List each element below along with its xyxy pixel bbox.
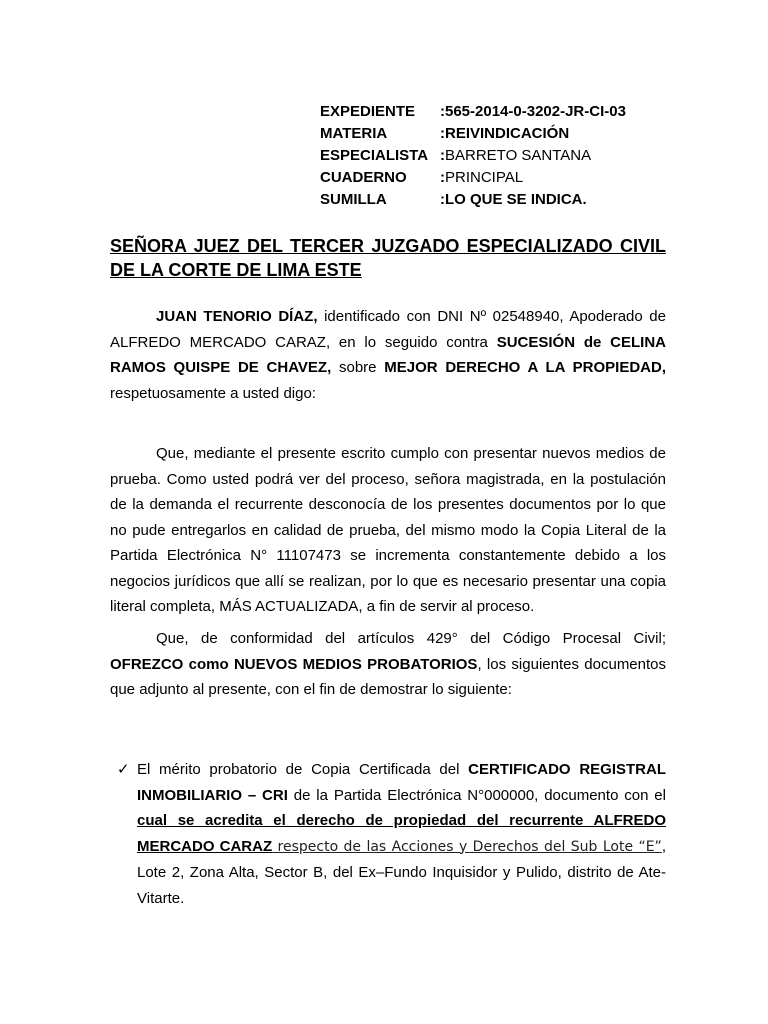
case-separator: :: [440, 169, 445, 186]
case-label: MATERIA: [320, 125, 388, 142]
case-label: CUADERNO: [320, 169, 407, 186]
case-row-materia: [320, 123, 626, 145]
case-separator: :: [440, 147, 445, 164]
case-value: REIVINDICACIÓN: [445, 125, 570, 142]
case-row-especialista: [320, 145, 626, 167]
case-label: EXPEDIENTE: [320, 103, 416, 120]
applicant-name: JUAN TENORIO DÍAZ,: [156, 308, 318, 325]
shares-rights-text: respecto de las Acciones y Derechos del Sub Lote “E”: [272, 838, 662, 855]
evidence-list-item: [117, 757, 666, 911]
intro-text-1: identificado con DNI Nº 02548940, Apoderado de ALFREDO MERCADO CARAZ, en lo seguido contra: [110, 308, 666, 351]
case-row-sumilla: [320, 189, 626, 211]
item-text-2: de la Partida Electrónica N°000000, documento con el: [287, 786, 666, 804]
case-row-expediente: [320, 101, 626, 123]
case-separator: :: [440, 125, 445, 142]
case-value: BARRETO SANTANA: [445, 147, 592, 164]
addressee-heading: [110, 234, 666, 282]
checkmark-icon: ✓: [117, 760, 130, 778]
certificate-title: CERTIFICADO REGISTRAL INMOBILIARIO – CRI: [137, 761, 666, 804]
evidence-item-text: [137, 757, 666, 911]
ownership-statement: cual se acredita el derecho de propiedad del recurrente ALFREDO MERCADO CARAZ: [137, 812, 666, 855]
case-value: PRINCIPAL: [445, 169, 524, 186]
addressee-line-1: SEÑORA JUEZ DEL TERCER JUZGADO ESPECIALIZADO CIVIL: [110, 236, 666, 256]
paragraph-1-text: Que, mediante el presente escrito cumplo con presentar nuevos medios de prueba. Como usted podrá ver del proceso, señora magistrada, en la postulación de la demanda el recurrente desconocía de los presentes documentos por lo que no pude entregarlos en calidad de prueba, del mismo modo la Copia Literal de la Partida Electrónica N° 11107473 se incrementa constantemente debido a los negocios jurídicos que allí se realizan, por lo que es necesario presentar una copia literal completa, MÁS ACTUALIZADA, a fin de servir al proceso.: [110, 445, 666, 615]
case-separator: :: [440, 103, 445, 120]
item-text-3: , Lote 2, Zona Alta, Sector B, del Ex–Fundo Inquisidor y Pulido, distrito de Ate-Vitarte.: [137, 837, 666, 907]
addressee-line-2: DE LA CORTE DE LIMA ESTE: [110, 260, 362, 280]
item-text-1: El mérito probatorio de Copia Certificada del: [137, 761, 469, 778]
case-separator: :: [440, 191, 445, 208]
case-value: 565-2014-0-3202-JR-CI-03: [445, 103, 626, 120]
intro-text-2: sobre: [331, 359, 385, 376]
opposing-party: SUCESIÓN de CELINA RAMOS QUISPE DE CHAVEZ,: [110, 333, 666, 376]
case-label: ESPECIALISTA: [320, 147, 429, 164]
evidence-offer: OFREZCO como NUEVOS MEDIOS PROBATORIOS: [110, 655, 478, 673]
case-row-cuaderno: [320, 167, 626, 189]
paragraph-2-text-1: Que, de conformidad del artículos 429° del Código Procesal Civil;: [156, 630, 666, 647]
body-paragraph-2: [110, 626, 666, 703]
case-info-block: [320, 101, 626, 211]
paragraph-2-text-2: , los siguientes documentos que adjunto al presente, con el fin de demostrar lo siguiente:: [110, 655, 667, 698]
body-paragraph-1: [110, 441, 666, 620]
intro-text-3: respetuosamente a usted digo:: [110, 384, 316, 402]
case-label: SUMILLA: [320, 191, 387, 208]
intro-paragraph: [110, 304, 666, 406]
case-matter: MEJOR DERECHO A LA PROPIEDAD,: [384, 359, 667, 376]
case-value: LO QUE SE INDICA.: [445, 191, 587, 208]
